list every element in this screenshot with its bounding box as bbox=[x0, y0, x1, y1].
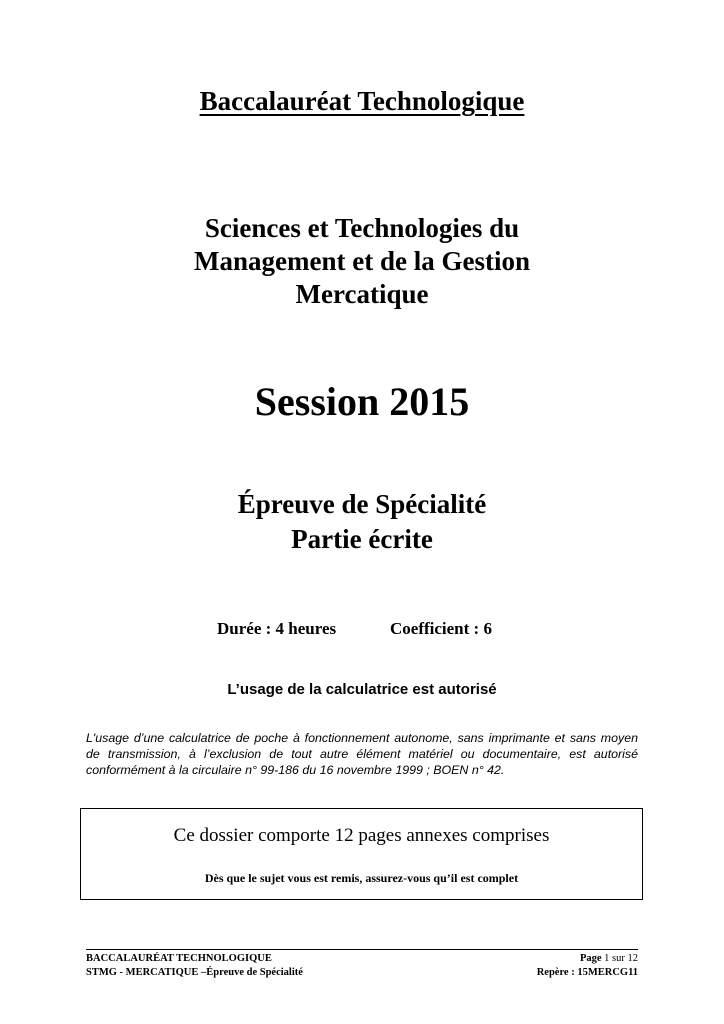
footer-page-number: 1 sur 12 bbox=[604, 953, 638, 964]
document-title: Baccalauréat Technologique bbox=[199, 86, 525, 116]
footer-left-line-2: STMG - MERCATIQUE –Épreuve de Spécialité bbox=[86, 967, 303, 978]
notice-box bbox=[80, 808, 643, 900]
exam-type-line-2: Partie écrite bbox=[291, 524, 433, 554]
notice-sub-text: Dès que le sujet vous est remis, assurez-vous qu’il est complet bbox=[204, 871, 519, 885]
subtitle-line-3: Mercatique bbox=[295, 279, 429, 309]
footer-reference: Repère : 15MERCG11 bbox=[536, 967, 638, 978]
exam-type-block bbox=[0, 487, 724, 557]
duration-text: Durée : 4 heures bbox=[217, 619, 337, 638]
coefficient-text: Coefficient : 6 bbox=[390, 619, 492, 638]
calculator-detail: L'usage d’une calculatrice de poche à fonctionnement autonome, sans imprimante et sans moyen de transmission, à l’exclusion de tout autre élément matériel ou documentaire, est autorisé conformément à la circulaire n° 99-186 du 16 novembre 1999 ; BOEN n° 42. bbox=[86, 731, 638, 777]
subtitle-block bbox=[0, 212, 724, 311]
footer-page-label: Page bbox=[579, 953, 602, 964]
footer-left-line-1: BACCALAURÉAT TECHNOLOGIQUE bbox=[86, 953, 272, 964]
subtitle-line-2: Management et de la Gestion bbox=[194, 246, 530, 276]
notice-main-text: Ce dossier comporte 12 pages annexes comprises bbox=[173, 825, 550, 846]
calculator-heading: L’usage de la calculatrice est autorisé bbox=[227, 681, 497, 698]
exam-type-line-1: Épreuve de Spécialité bbox=[237, 489, 487, 519]
footer-divider bbox=[86, 949, 638, 950]
subtitle-line-1: Sciences et Technologies du bbox=[204, 213, 520, 243]
session-heading: Session 2015 bbox=[254, 379, 470, 424]
footer-page-info bbox=[580, 953, 638, 964]
